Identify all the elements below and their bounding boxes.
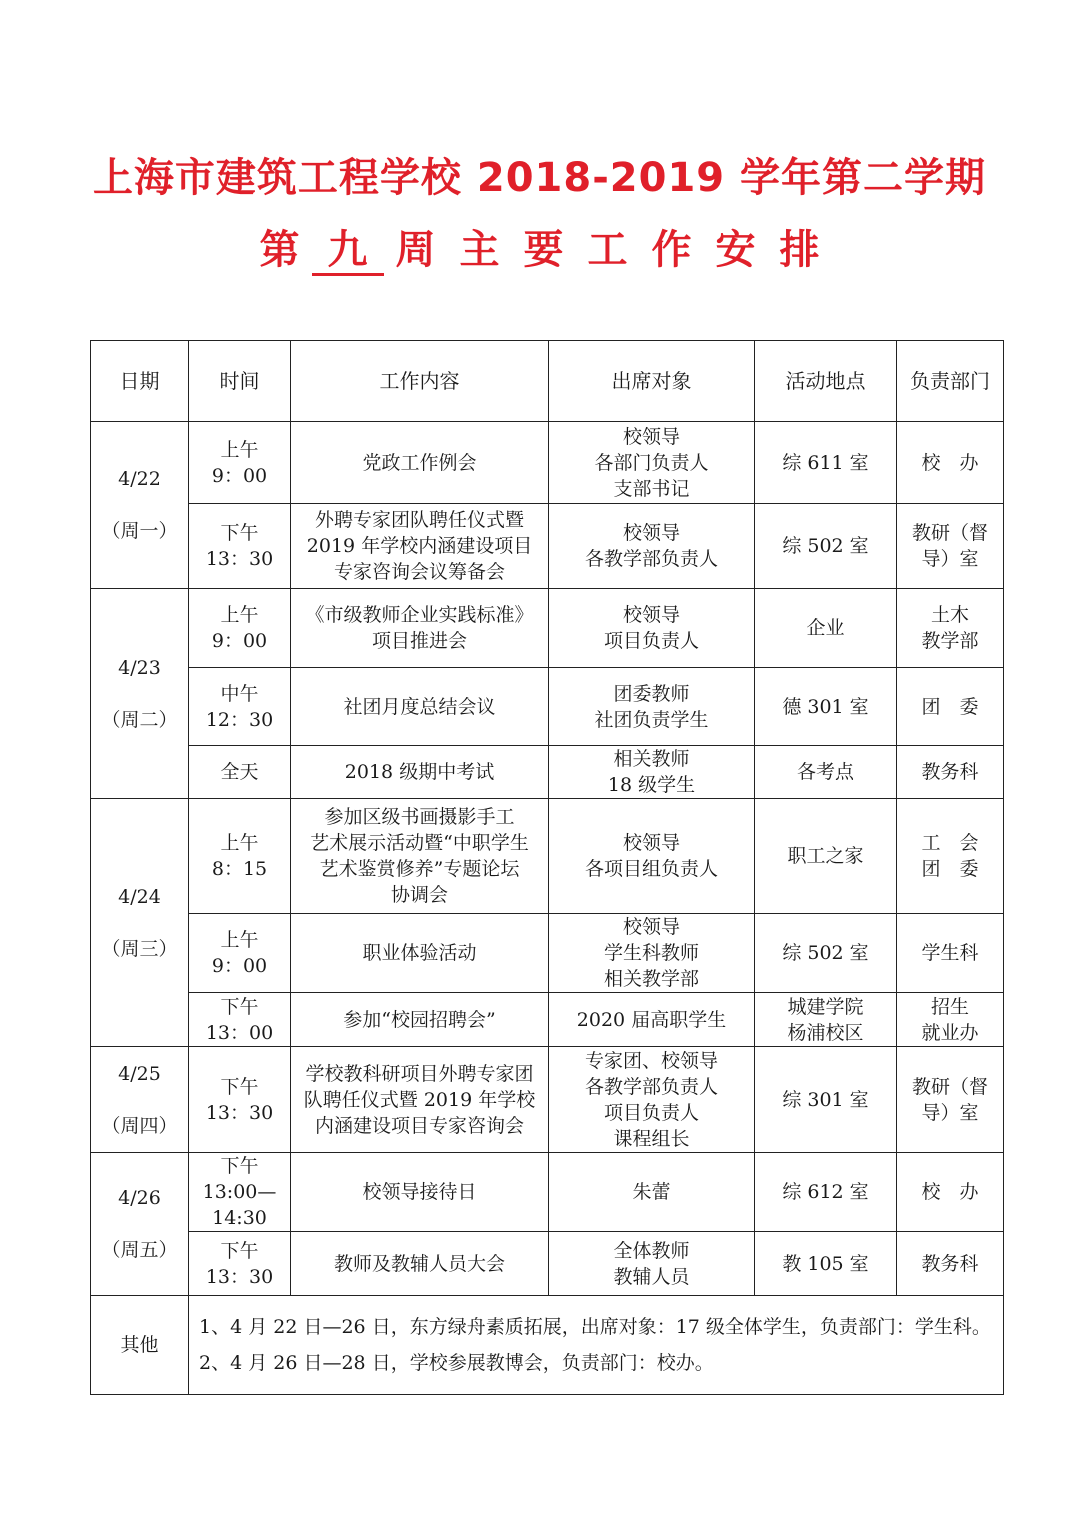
time-cell: 下午 13：30	[189, 1232, 291, 1296]
other-note-2: 2、4 月 26 日—28 日，学校参展教博会，负责部门：校办。	[199, 1352, 714, 1374]
table-header-row	[91, 341, 1004, 422]
header-location: 活动地点	[755, 341, 897, 422]
content-cell: 2018 级期中考试	[291, 746, 549, 799]
content-cell: 参加“校园招聘会”	[291, 993, 549, 1047]
table-row	[91, 746, 1004, 799]
attendees-cell: 校领导 各项目组负责人	[549, 799, 755, 914]
location-cell: 企业	[755, 589, 897, 668]
time-cell: 上午 9：00	[189, 589, 291, 668]
time-cell: 上午 9：00	[189, 914, 291, 993]
table-row	[91, 504, 1004, 589]
time-cell: 下午 13：30	[189, 504, 291, 589]
header-attendees: 出席对象	[549, 341, 755, 422]
schedule-table	[90, 340, 1004, 1395]
content-cell: 党政工作例会	[291, 422, 549, 504]
content-cell: 教师及教辅人员大会	[291, 1232, 549, 1296]
date-cell: 4/23 （周二）	[91, 589, 189, 799]
content-cell: 职业体验活动	[291, 914, 549, 993]
table-row	[91, 993, 1004, 1047]
date-cell: 4/22 （周一）	[91, 422, 189, 589]
dept-cell: 团 委	[897, 668, 1004, 746]
attendees-cell: 校领导 各部门负责人 支部书记	[549, 422, 755, 504]
dept-cell: 教务科	[897, 746, 1004, 799]
week-number: 九	[312, 227, 384, 276]
content-cell: 外聘专家团队聘任仪式暨 2019 年学校内涵建设项目 专家咨询会议筹备会	[291, 504, 549, 589]
other-note-1: 1、4 月 22 日—26 日，东方绿舟素质拓展，出席对象：17 级全体学生，负责部门：学生科。	[199, 1316, 991, 1338]
dept-cell: 学生科	[897, 914, 1004, 993]
time-cell: 上午 8：15	[189, 799, 291, 914]
location-cell: 教 105 室	[755, 1232, 897, 1296]
dept-cell: 校 办	[897, 1153, 1004, 1232]
date-cell: 4/25 （周四）	[91, 1047, 189, 1153]
attendees-cell: 校领导 项目负责人	[549, 589, 755, 668]
time-cell: 下午 13：00	[189, 993, 291, 1047]
time-cell: 上午 9：00	[189, 422, 291, 504]
table-row	[91, 589, 1004, 668]
table-row	[91, 1232, 1004, 1296]
location-cell: 综 301 室	[755, 1047, 897, 1153]
other-notes	[189, 1296, 1004, 1395]
header-time: 时间	[189, 341, 291, 422]
date-cell: 4/26 （周五）	[91, 1153, 189, 1296]
location-cell: 综 612 室	[755, 1153, 897, 1232]
location-cell: 综 611 室	[755, 422, 897, 504]
time-cell: 下午 13:00— 14:30	[189, 1153, 291, 1232]
location-cell: 城建学院 杨浦校区	[755, 993, 897, 1047]
document-subtitle: 第 九 周 主 要 工 作 安 排	[0, 218, 1079, 276]
dept-cell: 校 办	[897, 422, 1004, 504]
content-cell: 校领导接待日	[291, 1153, 549, 1232]
attendees-cell: 校领导 学生科教师 相关教学部	[549, 914, 755, 993]
attendees-cell: 2020 届高职学生	[549, 993, 755, 1047]
dept-cell: 工 会 团 委	[897, 799, 1004, 914]
content-cell: 社团月度总结会议	[291, 668, 549, 746]
dept-cell: 教研（督 导）室	[897, 504, 1004, 589]
table-row	[91, 799, 1004, 914]
location-cell: 德 301 室	[755, 668, 897, 746]
location-cell: 综 502 室	[755, 504, 897, 589]
location-cell: 各考点	[755, 746, 897, 799]
other-label: 其他	[91, 1296, 189, 1395]
attendees-cell: 专家团、校领导 各教学部负责人 项目负责人 课程组长	[549, 1047, 755, 1153]
content-cell: 参加区级书画摄影手工 艺术展示活动暨“中职学生 艺术鉴赏修养”专题论坛 协调会	[291, 799, 549, 914]
time-cell: 中午 12：30	[189, 668, 291, 746]
dept-cell: 教务科	[897, 1232, 1004, 1296]
date-cell: 4/24 （周三）	[91, 799, 189, 1047]
location-cell: 综 502 室	[755, 914, 897, 993]
table-row	[91, 1153, 1004, 1232]
attendees-cell: 校领导 各教学部负责人	[549, 504, 755, 589]
table-row	[91, 422, 1004, 504]
attendees-cell: 团委教师 社团负责学生	[549, 668, 755, 746]
time-cell: 下午 13：30	[189, 1047, 291, 1153]
content-cell: 《市级教师企业实践标准》 项目推进会	[291, 589, 549, 668]
attendees-cell: 朱蕾	[549, 1153, 755, 1232]
document-title: 上海市建筑工程学校 2018-2019 学年第二学期	[92, 155, 987, 201]
table-row-other	[91, 1296, 1004, 1395]
dept-cell: 教研（督 导）室	[897, 1047, 1004, 1153]
header-content: 工作内容	[291, 341, 549, 422]
table-row	[91, 668, 1004, 746]
attendees-cell: 全体教师 教辅人员	[549, 1232, 755, 1296]
attendees-cell: 相关教师 18 级学生	[549, 746, 755, 799]
content-cell: 学校教科研项目外聘专家团 队聘任仪式暨 2019 年学校 内涵建设项目专家咨询会	[291, 1047, 549, 1153]
subtitle-prefix: 第	[259, 227, 300, 273]
table-row	[91, 1047, 1004, 1153]
dept-cell: 土木 教学部	[897, 589, 1004, 668]
table-row	[91, 914, 1004, 993]
header-dept: 负责部门	[897, 341, 1004, 422]
time-cell: 全天	[189, 746, 291, 799]
dept-cell: 招生 就业办	[897, 993, 1004, 1047]
location-cell: 职工之家	[755, 799, 897, 914]
header-date: 日期	[91, 341, 189, 422]
